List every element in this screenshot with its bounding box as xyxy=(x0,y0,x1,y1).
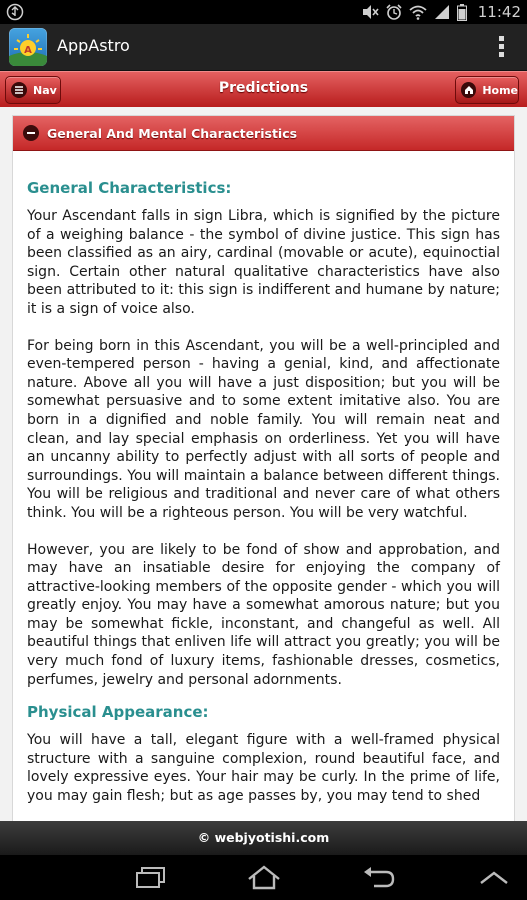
chevron-up-icon[interactable] xyxy=(475,865,513,891)
content-area[interactable] xyxy=(0,107,527,821)
battery-icon xyxy=(457,4,467,21)
panel-body xyxy=(13,151,514,806)
panel-header[interactable] xyxy=(13,116,514,151)
wifi-icon xyxy=(409,4,427,20)
page-title: Predictions xyxy=(218,80,309,96)
app-logo-icon[interactable] xyxy=(9,28,47,66)
home-button-label: Home xyxy=(482,83,518,97)
signal-icon xyxy=(434,4,450,20)
home-nav-icon[interactable] xyxy=(245,865,283,891)
section-heading: General Characteristics: xyxy=(27,179,232,197)
predictions-nav-bar xyxy=(0,71,527,108)
overflow-menu-icon[interactable] xyxy=(499,36,505,58)
copyright-footer: © webjyotishi.com xyxy=(0,821,527,855)
section-heading: Physical Appearance: xyxy=(27,703,209,722)
paragraph: For being born in this Ascendant, you will be a well-principled and even-tempered person - having a genial, kind, and affectionate nature. Above all you will have a just disposition; but you will be somewhat persuasive and to some extent imitative also. You are born in a dignified and noble family. You will remain neat and clean, and lay special emphasis on orderliness. Yet you will have an uncanny ability to perfectly adjust with all sorts of people and surroundings. You will maintain a balance between different things. You will be religious and traditional and never care of what others think. You will be a righteous person. You will be very watchful. xyxy=(27,337,500,521)
status-bar xyxy=(0,0,527,24)
nav-button-label: Nav xyxy=(33,83,57,97)
paragraph: Your Ascendant falls in sign Libra, which is signified by the picture of a weighing balance - the symbol of divine justice. This sign has been classified as an airy, cardinal (movable or acute), equinoctial sign. Certain other natural qualitative characteristics have also been attributed to it: this sign is indifferent and humane by nature; it is a sign of voice also. xyxy=(27,208,500,317)
home-icon xyxy=(461,82,476,98)
characteristics-panel xyxy=(12,115,515,821)
panel-title: General And Mental Characteristics xyxy=(47,125,298,141)
app-title: AppAstro xyxy=(57,36,130,55)
paragraph: However, you are likely to be fond of show and approbation, and may have an insatiable desire for enjoying the company of attractive-looking members of the opposite gender - which you will greatly enjoy. You may have a somewhat amorous nature; but you may be somewhat fickle, inconstant, and changeful as well. All beautiful things that enliven life will attract you greatly; you will be very much fond of luxury items, fashionable dresses, cosmetics, perfumes, jewelry and personal adornments. xyxy=(27,541,500,688)
recent-apps-icon[interactable] xyxy=(133,865,169,891)
system-navigation-bar xyxy=(0,855,527,900)
svg-text:A: A xyxy=(24,45,32,56)
clock: 11:42 xyxy=(477,3,521,21)
usb-debug-icon xyxy=(6,3,24,21)
action-bar xyxy=(0,24,527,71)
back-icon[interactable] xyxy=(360,865,396,891)
paragraph: You will have a tall, elegant figure with a well-framed physical structure with a sanguine complexion, round beautiful face, and lovely expressive eyes. Your hair may be curly. In the prime of life, you may gain flesh; but as age passes by, you may tend to shed xyxy=(27,732,500,805)
mute-icon xyxy=(361,4,379,20)
home-button[interactable] xyxy=(455,76,519,104)
alarm-icon xyxy=(386,4,402,20)
collapse-icon[interactable] xyxy=(23,125,39,141)
